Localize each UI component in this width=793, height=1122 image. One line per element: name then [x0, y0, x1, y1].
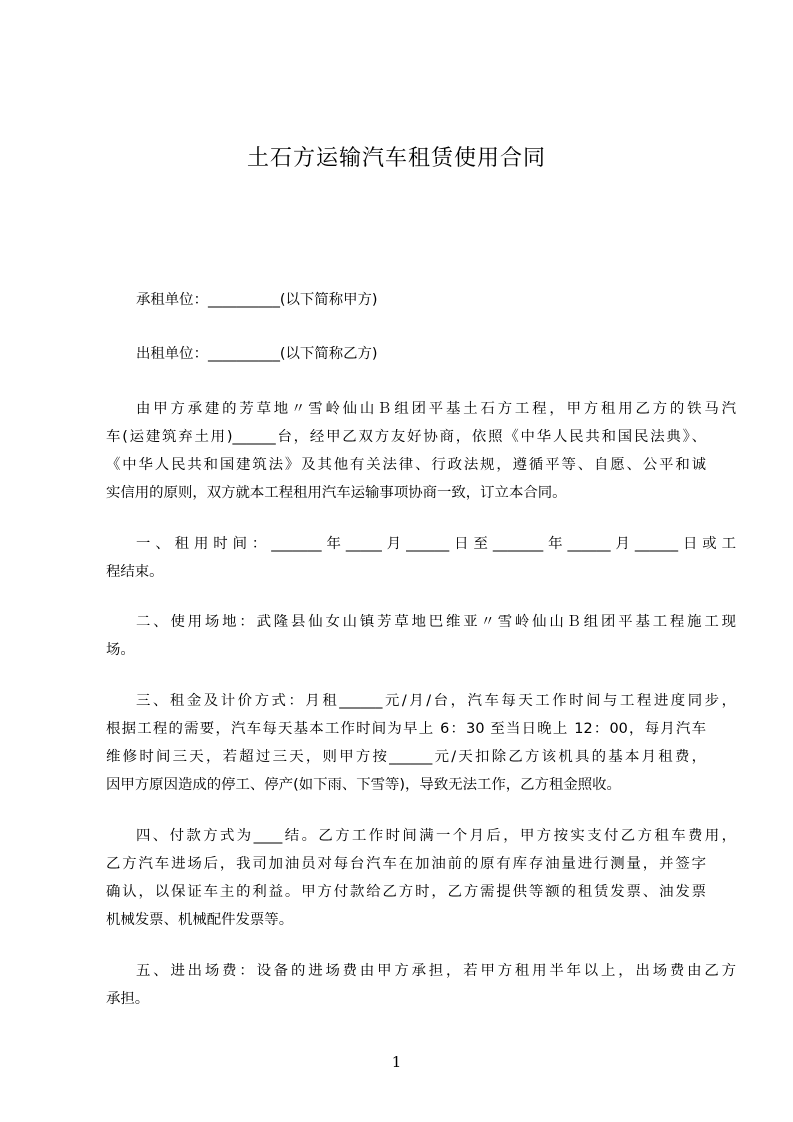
clause3-line-2: 根据工程的需要，汽车每天基本工作时间为早上 6：30 至当日晚上 12：00，每月汽车 [106, 721, 706, 737]
clause4-line-1: 四、付款方式为____结。乙方工作时间满一个月后，甲方按实支付乙方租车费用， [136, 828, 736, 844]
clause4-line-2: 乙方汽车进场后，我司加油员对每台汽车在加油前的原有库存油量进行测量，并签字 [106, 856, 706, 872]
document-title: 土石方运输汽车租赁使用合同 [246, 146, 546, 171]
clause3-line-4: 因甲方原因造成的停工、停产(如下雨、下雪等)，导致无法工作，乙方租金照收。 [106, 777, 621, 793]
intro-line-4: 实信用的原则，双方就本工程租用汽车运输事项协商一致，订立本合同。 [106, 485, 567, 501]
clause1-line-2: 程结束。 [106, 564, 164, 580]
intro-line-1: 由甲方承建的芳草地〃雪岭仙山Ｂ组团平基土石方工程，甲方租用乙方的铁马汽 [136, 401, 736, 417]
clause5-line-2: 承担。 [106, 991, 150, 1007]
clause4-line-3: 确认，以保证车主的利益。甲方付款给乙方时，乙方需提供等额的租赁发票、油发票 [106, 884, 706, 900]
intro-line-3: 《中华人民共和国建筑法》及其他有关法律、行政法规，遵循平等、自愿、公平和诚 [106, 457, 706, 473]
lessor-line: 出租单位：__________(以下简称乙方) [136, 346, 378, 362]
intro-line-2: 车(运建筑弃土用)______台，经甲乙双方友好协商，依照《中华人民共和国民法典》、 [106, 429, 706, 445]
lessee-line: 承租单位：__________(以下简称甲方) [136, 292, 378, 308]
clause3-line-1: 三、租金及计价方式：月租______元/月/台，汽车每天工作时间与工程进度同步， [136, 693, 736, 709]
clause2-line-2: 场。 [106, 642, 135, 658]
clause2-line-1: 二、使用场地：武隆县仙女山镇芳草地巴维亚〃雪岭仙山Ｂ组团平基工程施工现 [136, 614, 736, 630]
clause3-line-3: 维修时间三天，若超过三天，则甲方按______元/天扣除乙方该机具的基本月租费， [106, 749, 706, 765]
page-number: 1 [391, 1053, 402, 1071]
clause5-line-1: 五、进出场费：设备的进场费由甲方承担，若甲方租用半年以上，出场费由乙方 [136, 963, 736, 979]
clause1-line-1: 一、租用时间：_______年_____月______日至_______年______月______日或工 [136, 536, 736, 552]
clause4-line-4: 机械发票、机械配件发票等。 [106, 912, 294, 928]
